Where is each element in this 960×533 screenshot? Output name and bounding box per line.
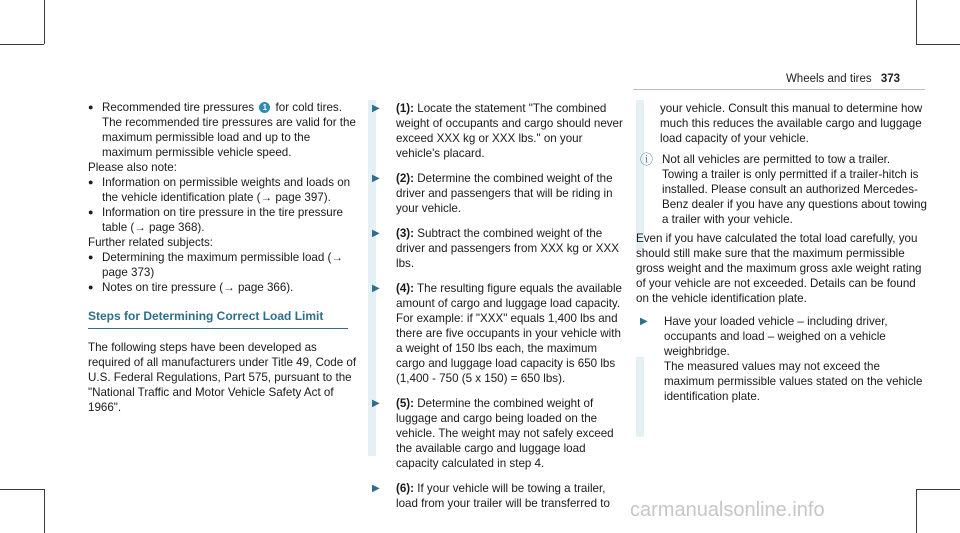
step-text: The resulting figure equals the available amount of cargo and luggage load capacity. For example: if "XXX" equals 1,400 lbs and there are five occupants in your vehicle with a weight of 150 lbs each, the maximum cargo and luggage load capacity is 650 lbs (1,400 - 750 (5 x 150) = 650 lbs). — [396, 282, 622, 385]
step-item — [368, 481, 628, 511]
list-item — [88, 250, 358, 280]
crop-mark — [916, 44, 960, 45]
bullet-text: Information on tire pressure in the tire pressure table (→ page 368). — [102, 206, 344, 234]
callout-badge-icon: 1 — [259, 102, 270, 113]
step-item — [368, 396, 628, 471]
step-number: (6): — [396, 482, 415, 495]
info-note — [636, 152, 928, 227]
step-text: If your vehicle will be towing a trailer, load from your trailer will be transferred to — [396, 482, 610, 510]
arrow-right-icon: ▶ — [372, 283, 380, 294]
step-text: Have your loaded vehicle – including driver, occupants and load – weighed on a vehicle weighbridge. — [664, 315, 888, 358]
crop-mark — [0, 44, 44, 45]
bullet-text: Notes on tire pressure (→ page 366). — [102, 281, 294, 294]
arrow-right-icon: ▶ — [372, 228, 380, 239]
column-middle — [368, 101, 628, 521]
step-subtext: The measured values may not exceed the maximum permissible values stated on the vehicle identification plate. — [664, 360, 923, 403]
crop-mark — [916, 0, 917, 44]
step-number: (5): — [396, 397, 415, 410]
list-item — [88, 205, 358, 235]
list-item — [88, 100, 358, 160]
bullet-icon: ● — [88, 282, 94, 292]
section-title: Wheels and tires — [785, 73, 872, 85]
note-text: Not all vehicles are permitted to tow a trailer. Towing a trailer is only permitted if a trailer-hitch is installed. Please consult an authorized Mercedes-Benz dealer if you have any questions about towing a trailer with your vehicle. — [662, 153, 927, 226]
step-item — [368, 281, 628, 386]
arrow-right-icon: ▶ — [372, 398, 380, 409]
step-number: (4): — [396, 282, 415, 295]
bullet-icon: ● — [88, 177, 94, 187]
step-text: Determine the combined weight of the driver and passengers that will be riding in your vehicle. — [396, 172, 613, 215]
step-item — [368, 171, 628, 216]
crop-mark — [44, 489, 45, 533]
step-number: (3): — [396, 227, 415, 240]
body-paragraph: The following steps have been developed as required of all manufacturers under Title 49, Code of U.S. Federal Regulations, Part 575, pursuant to the "National Traffic and Motor Vehicle Safety Act of 1966". — [88, 341, 357, 414]
bullet-text: Determining the maximum permissible load (→ page 373) — [102, 251, 343, 279]
step-number: (1): — [396, 102, 415, 115]
crop-mark — [916, 489, 917, 533]
arrow-right-icon: ▶ — [640, 316, 648, 327]
step-number: (2): — [396, 172, 415, 185]
bullet-text: Information on permissible weights and loads on the vehicle identification plate (→ page 397). — [102, 176, 351, 204]
body-paragraph: Even if you have calculated the total load carefully, you should still make sure that the maximum permissible gross weight and the maximum gross axle weight rating of your vehicle are not exceeded. Details can be found on the vehicle identification plate. — [636, 232, 922, 305]
column-right — [636, 101, 928, 414]
crop-mark — [0, 489, 44, 490]
page-number: 373 — [880, 73, 900, 85]
crop-mark — [916, 489, 960, 490]
section-heading: Steps for Determining Correct Load Limit — [88, 309, 348, 329]
further-subjects-label: Further related subjects: — [88, 236, 214, 249]
crop-mark — [44, 0, 45, 44]
step-text: Locate the statement "The combined weight of occupants and cargo should never exceed XXX kg or XXX lbs." on your vehicle's placard. — [396, 102, 623, 160]
step-item — [636, 314, 928, 404]
column-left — [88, 100, 358, 415]
list-item — [88, 280, 358, 295]
running-header — [786, 72, 900, 87]
arrow-right-icon: ▶ — [372, 173, 380, 184]
step-text: Determine the combined weight of luggage and cargo being loaded on the vehicle. The weight may not safely exceed the available cargo and luggage load capacity calculated in step 4. — [396, 397, 614, 470]
step-continued-text: your vehicle. Consult this manual to determine how much this reduces the available cargo and luggage load capacity of your vehicle. — [660, 102, 923, 145]
bullet-icon: ● — [88, 207, 94, 217]
arrow-right-icon: ▶ — [372, 103, 380, 114]
bullet-text: Recommended tire pressures — [102, 101, 255, 114]
step-item — [368, 101, 628, 161]
note-intro: Please also note: — [88, 161, 177, 174]
step-text: Subtract the combined weight of the driver and passengers from XXX kg or XXX lbs. — [396, 227, 619, 270]
step-item — [368, 226, 628, 271]
watermark: carmanualsonline.info — [630, 499, 825, 521]
bullet-icon: ● — [88, 102, 94, 112]
list-item — [88, 175, 358, 205]
info-icon: ⓘ — [640, 152, 654, 167]
header-rule — [633, 89, 925, 90]
arrow-right-icon: ▶ — [372, 483, 380, 494]
bullet-text: for cold tires. The recommended tire pressures are valid for the maximum permissible load and up to the maximum permissible vehicle speed. — [102, 101, 356, 159]
bullet-icon: ● — [88, 252, 94, 262]
